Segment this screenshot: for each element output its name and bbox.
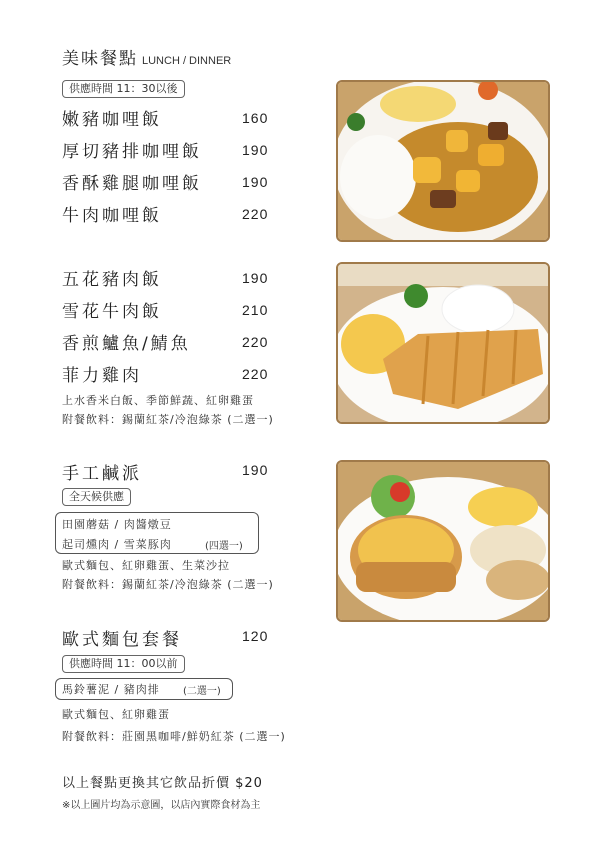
set-includes-note: 歐式麵包、紅卵雞蛋 (62, 708, 170, 721)
menu-item-price: 220 (242, 334, 269, 350)
choice-tag: (四選一) (205, 541, 243, 552)
menu-item-price: 210 (242, 302, 269, 318)
serving-time-badge: 供應時間 11：00以前 (62, 655, 185, 673)
menu-item-price: 190 (242, 174, 269, 190)
menu-item-name: 牛肉咖哩飯 (62, 206, 162, 226)
menu-item-name: 雪花牛肉飯 (62, 302, 162, 322)
all-day-badge: 全天候供應 (62, 488, 131, 506)
page-title (62, 44, 231, 69)
drink-note: 附餐飲料：錫蘭紅茶/冷泡綠茶 (二選一) (62, 413, 274, 426)
menu-item-name: 五花豬肉飯 (62, 270, 162, 290)
menu-item-name: 香酥雞腿咖哩飯 (62, 174, 202, 194)
menu-item-name: 手工鹹派 (62, 464, 142, 484)
quiche-illustration (338, 462, 548, 620)
menu-item-price: 190 (242, 462, 269, 478)
menu-item-price: 160 (242, 110, 269, 126)
menu-item-price: 220 (242, 366, 269, 382)
menu-item-name: 香煎鱸魚/鯖魚 (62, 334, 191, 354)
serving-time-badge: 供應時間 11：30以後 (62, 80, 185, 98)
menu-item-price: 190 (242, 270, 269, 286)
title-cn: 美味餐點 (62, 49, 138, 69)
photo-disclaimer: ※以上圖片均為示意圖，以店內實際食材為主 (62, 800, 261, 811)
drink-note: 附餐飲料：錫蘭紅茶/冷泡綠茶 (二選一) (62, 578, 274, 591)
menu-item-name: 嫩豬咖哩飯 (62, 110, 162, 130)
title-en: LUNCH / DINNER (142, 55, 232, 67)
drink-discount-note: 以上餐點更換其它飲品折價 $20 (62, 776, 263, 791)
curry-illustration (338, 82, 548, 240)
menu-item-name: 歐式麵包套餐 (62, 630, 182, 650)
curry-photo (336, 80, 550, 242)
menu-item-name: 菲力雞肉 (62, 366, 142, 386)
drink-note: 附餐飲料：莊園黑咖啡/鮮奶紅茶 (二選一) (62, 730, 286, 743)
menu-item-name: 厚切豬排咖哩飯 (62, 142, 202, 162)
cutlet-photo (336, 262, 550, 424)
menu-item-price: 120 (242, 628, 269, 644)
choice-tag: (二選一) (183, 686, 221, 697)
filling-choice-1: 田園蘑菇 / 肉醬燉豆 (62, 518, 172, 531)
quiche-photo (336, 460, 550, 622)
main-choice: 馬鈴薯泥 / 豬肉排 (62, 683, 160, 696)
set-includes-note: 歐式麵包、紅卵雞蛋、生菜沙拉 (62, 559, 230, 572)
menu-item-price: 190 (242, 142, 269, 158)
menu-item-price: 220 (242, 206, 269, 222)
cutlet-illustration (338, 264, 548, 422)
set-includes-note: 上水香米白飯、季節鮮蔬、紅卵雞蛋 (62, 394, 254, 407)
filling-choice-2: 起司燻肉 / 雪菜豚肉 (62, 538, 172, 551)
